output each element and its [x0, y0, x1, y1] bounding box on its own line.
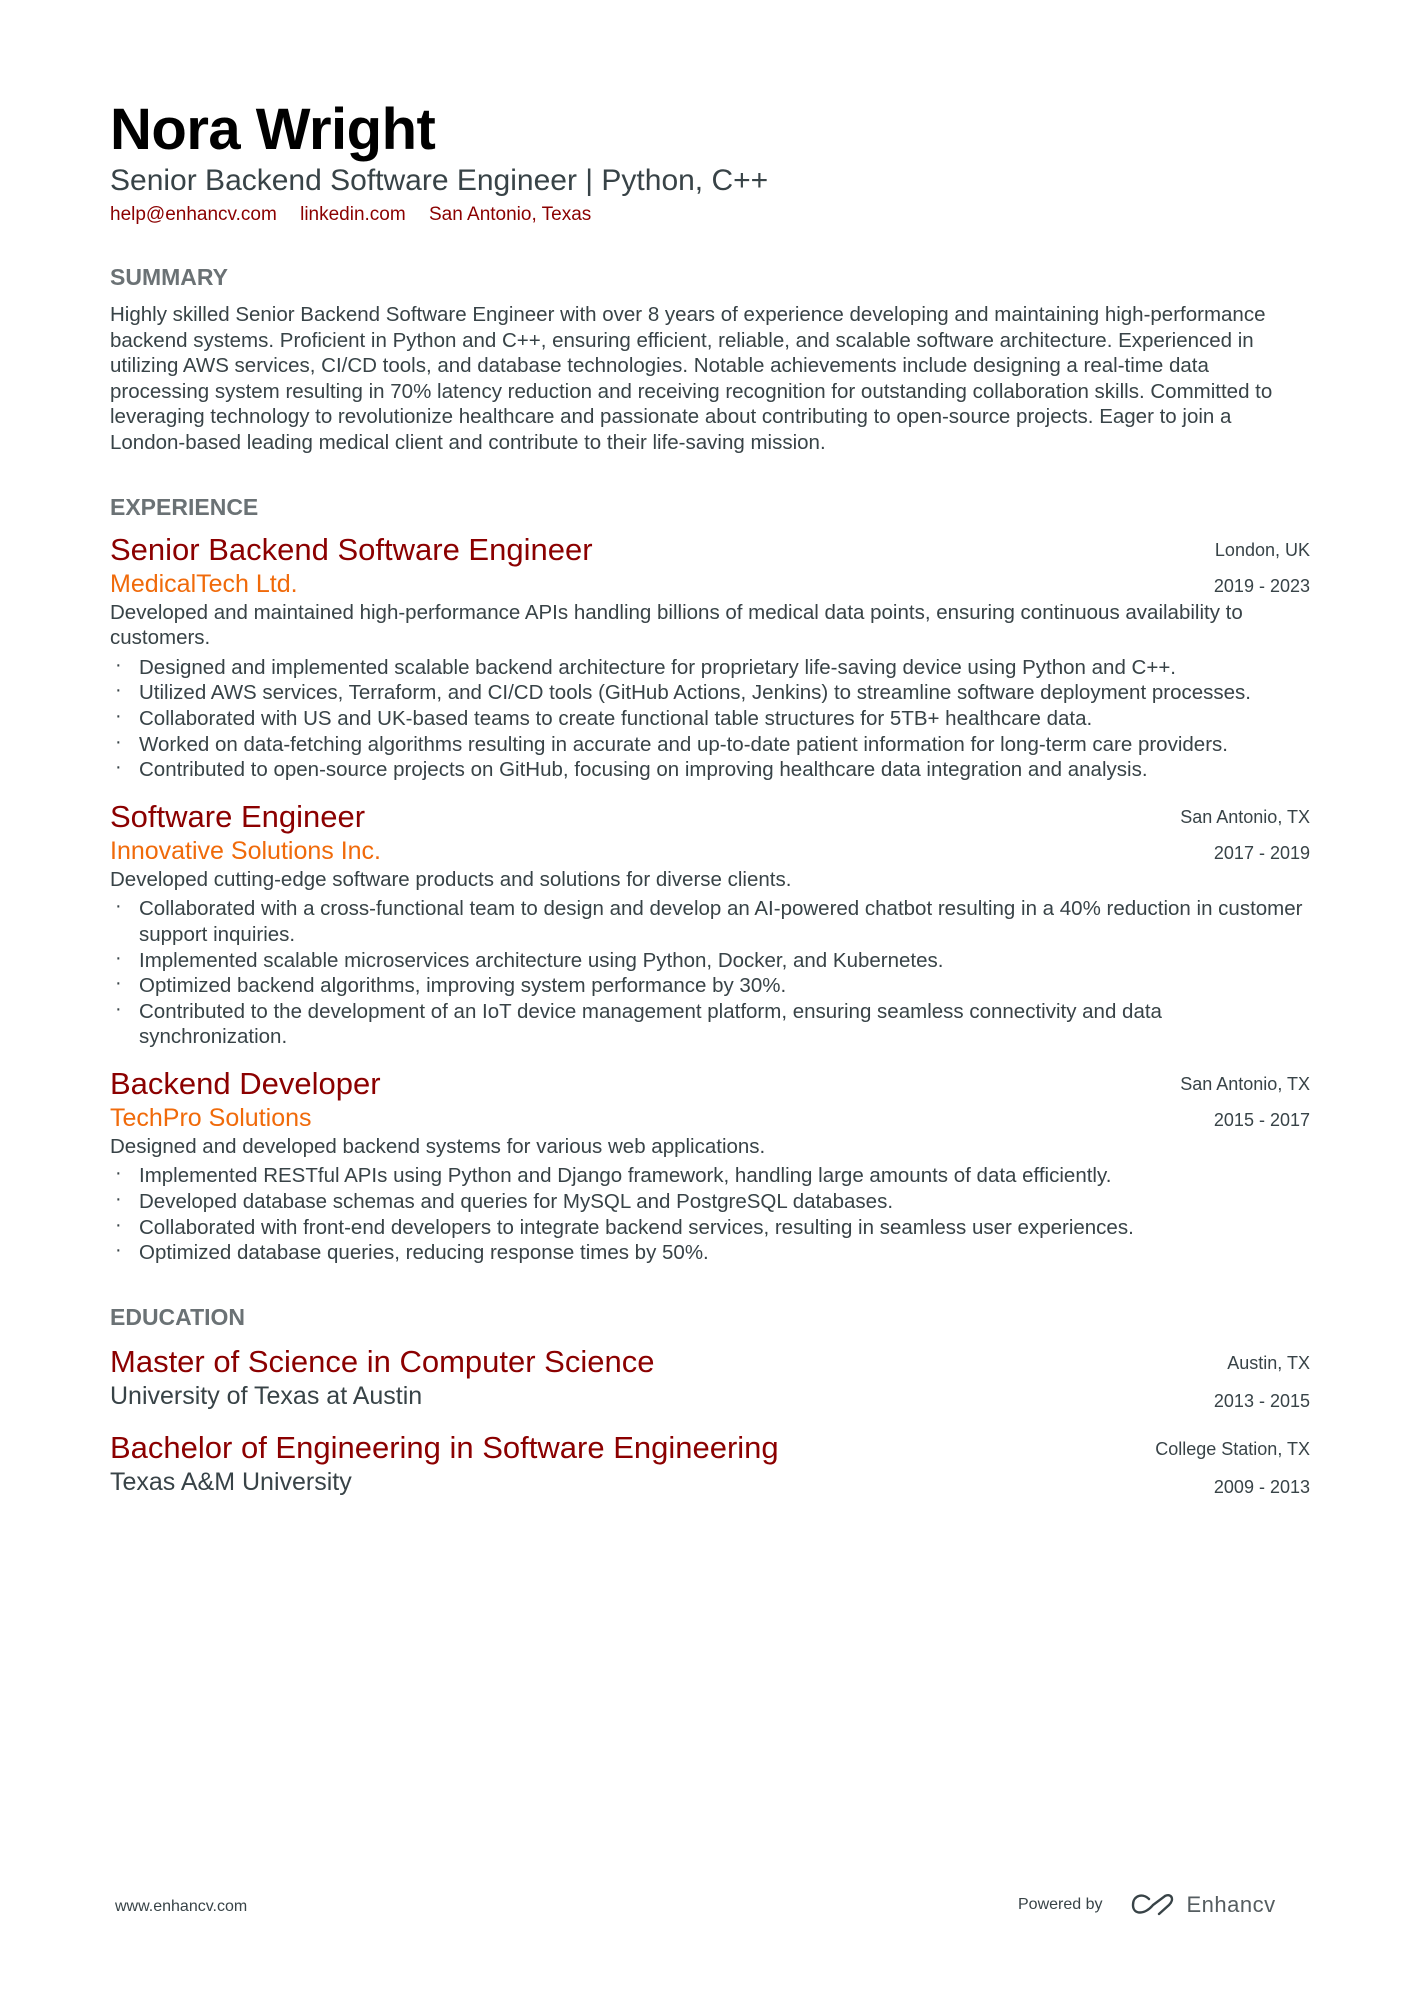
- powered-by-label: Powered by: [1018, 1896, 1103, 1913]
- bullet-item: · Optimized backend algorithms, improving system performance by 30%.: [110, 973, 1310, 999]
- contact-location: San Antonio, Texas: [428, 204, 592, 225]
- education-entry: [110, 1344, 1310, 1412]
- job-title: Backend Developer: [110, 1065, 381, 1101]
- job-dates: 2017 - 2019: [1213, 842, 1310, 863]
- enhancv-logo-icon: [1131, 1893, 1177, 1917]
- bullet-item: · Collaborated with US and UK-based teams to create functional table structures for 5TB+ healthcare data.: [110, 706, 1310, 732]
- company-name: Innovative Solutions Inc.: [110, 836, 381, 865]
- job-dates: 2015 - 2017: [1213, 1109, 1310, 1130]
- bullet-item: · Collaborated with front-end developers to integrate backend services, resulting in seamless user experiences.: [110, 1215, 1310, 1241]
- bullet-item: · Contributed to open-source projects on GitHub, focusing on improving healthcare data integration and analysis.: [110, 757, 1310, 783]
- job-title: Software Engineer: [110, 798, 366, 834]
- company-name: MedicalTech Ltd.: [110, 569, 298, 598]
- degree-title: Bachelor of Engineering in Software Engineering: [110, 1429, 779, 1465]
- education-entry: [110, 1430, 1310, 1498]
- bullet-item: · Contributed to the development of an IoT device management platform, ensuring seamless connectivity and data synchronization.: [110, 999, 1310, 1050]
- job-location: San Antonio, TX: [1180, 1073, 1310, 1094]
- footer-website[interactable]: www.enhancv.com: [115, 1898, 248, 1915]
- job-bullets: [110, 1163, 1310, 1265]
- experience-list: [110, 532, 1310, 1266]
- job-location: San Antonio, TX: [1180, 806, 1310, 827]
- experience-heading: EXPERIENCE: [110, 493, 259, 520]
- contact-linkedin[interactable]: linkedin.com: [300, 204, 406, 225]
- experience-entry: [110, 1066, 1310, 1266]
- company-name: TechPro Solutions: [110, 1103, 312, 1132]
- job-bullets: [110, 655, 1310, 783]
- job-meta: [1180, 799, 1310, 871]
- job-description: Designed and developed backend systems for various web applications.: [110, 1134, 766, 1158]
- education-location: Austin, TX: [1227, 1352, 1310, 1373]
- bullet-item: · Collaborated with a cross-functional team to design and develop an AI-powered chatbot resulting in a 40% reduction in customer support inquiries.: [110, 896, 1310, 947]
- job-meta: [1214, 532, 1310, 604]
- candidate-name: Nora Wright: [110, 97, 436, 162]
- bullet-item: · Designed and implemented scalable backend architecture for proprietary life-saving device using Python and C++.: [110, 655, 1310, 681]
- job-description: Developed and maintained high-performance APIs handling billions of medical data points, ensuring continuous availability to customers.: [110, 600, 1243, 650]
- experience-entry: [110, 799, 1310, 1050]
- job-dates: 2019 - 2023: [1213, 575, 1310, 596]
- school-name: University of Texas at Austin: [110, 1381, 423, 1410]
- summary-text: Highly skilled Senior Backend Software Engineer with over 8 years of experience developing and maintaining high-performance backend systems. Proficient in Python and C++, ensuring efficient, reliable, and scalable software architecture. Experienced in utilizing AWS services, CI/CD tools, and database technologies. Notable achievements include designing a real-time data processing system resulting in 70% latency reduction and receiving recognition for outstanding collaboration skills. Committed to leveraging technology to revolutionize healthcare and passionate about contributing to open-source projects. Eager to join a London-based leading medical client and contribute to their life-saving mission.: [110, 303, 1273, 454]
- footer-branding: [1018, 1892, 1276, 1918]
- bullet-item: · Utilized AWS services, Terraform, and CI/CD tools (GitHub Actions, Jenkins) to streamline software deployment processes.: [110, 680, 1310, 706]
- job-title: Senior Backend Software Engineer: [110, 531, 593, 567]
- job-bullets: [110, 896, 1310, 1050]
- bullet-item: · Worked on data-fetching algorithms resulting in accurate and up-to-date patient information for long-term care providers.: [110, 732, 1310, 758]
- candidate-headline: Senior Backend Software Engineer | Python, C++: [110, 164, 769, 197]
- education-heading: EDUCATION: [110, 1303, 246, 1330]
- job-description: Developed cutting-edge software products and solutions for diverse clients.: [110, 867, 792, 891]
- contact-email[interactable]: help@enhancv.com: [110, 204, 277, 225]
- resume-page: [110, 96, 1310, 1498]
- enhancv-logo-text: Enhancv: [1186, 1892, 1276, 1917]
- education-dates: 2013 - 2015: [1213, 1390, 1310, 1411]
- school-name: Texas A&M University: [110, 1467, 352, 1496]
- experience-entry: [110, 532, 1310, 783]
- enhancv-logo[interactable]: [1131, 1892, 1276, 1918]
- education-list: [110, 1344, 1310, 1498]
- bullet-item: · Optimized database queries, reducing response times by 50%.: [110, 1240, 1310, 1266]
- bullet-item: · Implemented scalable microservices architecture using Python, Docker, and Kubernetes.: [110, 948, 1310, 974]
- job-location: London, UK: [1214, 539, 1310, 560]
- bullet-item: · Developed database schemas and queries for MySQL and PostgreSQL databases.: [110, 1189, 1310, 1215]
- education-meta: [1155, 1430, 1310, 1506]
- bullet-item: · Implemented RESTful APIs using Python and Django framework, handling large amounts of data efficiently.: [110, 1163, 1310, 1189]
- education-meta: [1214, 1344, 1310, 1420]
- education-dates: 2009 - 2013: [1213, 1476, 1310, 1497]
- job-meta: [1180, 1066, 1310, 1138]
- degree-title: Master of Science in Computer Science: [110, 1343, 655, 1379]
- summary-heading: SUMMARY: [110, 264, 228, 290]
- education-location: College Station, TX: [1155, 1438, 1310, 1459]
- contact-info: [110, 202, 1310, 228]
